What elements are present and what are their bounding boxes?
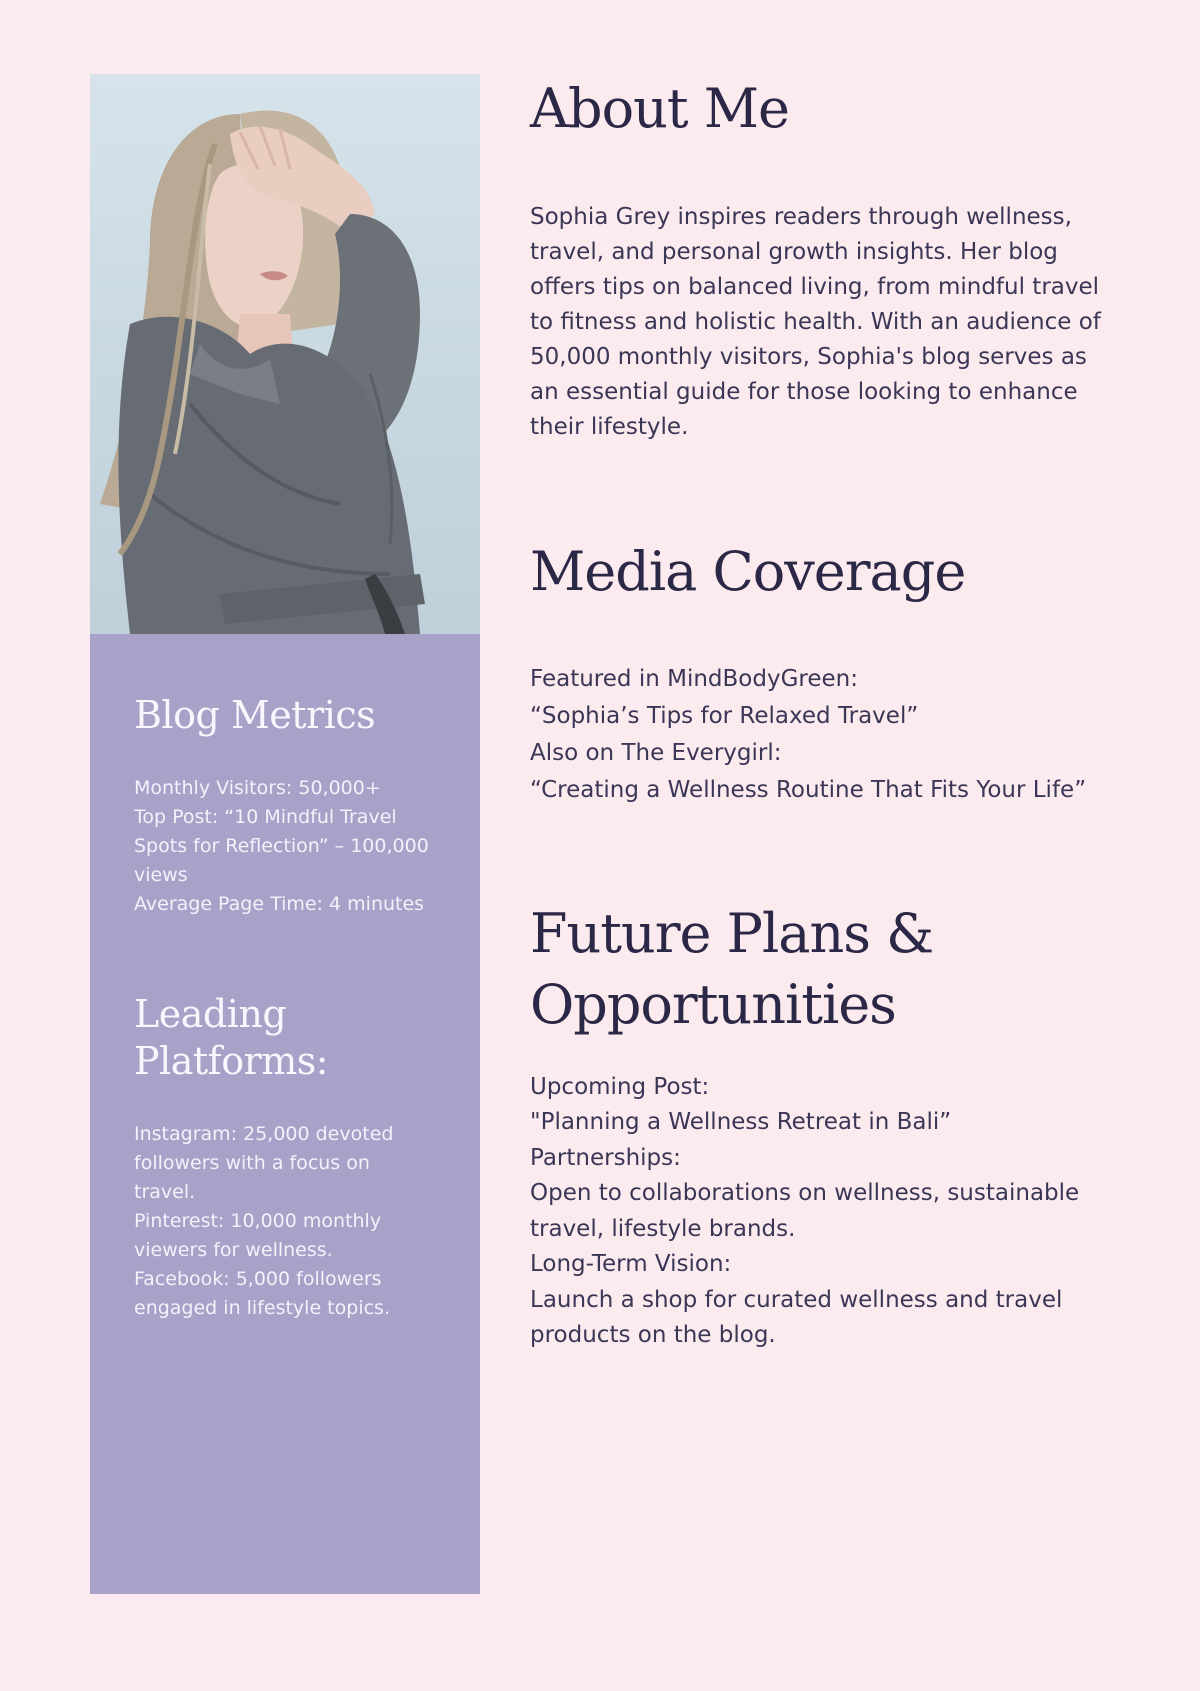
- platform-facebook: Facebook: 5,000 followers engaged in lifestyle topics.: [134, 1267, 390, 1319]
- blog-metrics-list: [134, 774, 436, 919]
- sidebar-panel: [90, 74, 480, 1594]
- metric-top-post: Top Post: “10 Mindful Travel Spots for Reflection” – 100,000 views: [134, 805, 429, 886]
- media-coverage-list: [530, 661, 1120, 809]
- future-plans-list: [530, 1070, 1120, 1354]
- media-item: “Sophia’s Tips for Relaxed Travel”: [530, 703, 919, 730]
- profile-photo: [90, 74, 480, 634]
- future-item: Long-Term Vision:: [530, 1251, 732, 1278]
- metric-monthly-visitors: Monthly Visitors: 50,000+: [134, 776, 381, 799]
- blog-metrics-heading: Blog Metrics: [134, 693, 376, 737]
- platform-pinterest: Pinterest: 10,000 monthly viewers for wellness.: [134, 1209, 382, 1261]
- media-item: “Creating a Wellness Routine That Fits Your Life”: [530, 777, 1087, 804]
- media-coverage-heading: Media Coverage: [530, 540, 966, 604]
- portrait-illustration: [90, 74, 480, 634]
- platform-instagram: Instagram: 25,000 devoted followers with a focus on travel.: [134, 1122, 394, 1203]
- future-item: Partnerships:: [530, 1144, 681, 1171]
- about-me-heading: About Me: [530, 77, 789, 140]
- leading-platforms-list: [134, 1120, 436, 1323]
- metric-average-page-time: Average Page Time: 4 minutes: [134, 892, 425, 915]
- future-plans-heading: Future Plans & Opportunities: [530, 902, 934, 1036]
- future-item: Upcoming Post:: [530, 1073, 710, 1100]
- future-item: Open to collaborations on wellness, sustainable travel, lifestyle brands.: [530, 1180, 1080, 1242]
- main-content: [530, 74, 1120, 1354]
- media-item: Featured in MindBodyGreen:: [530, 666, 858, 693]
- leading-platforms-heading: Leading Platforms:: [134, 991, 329, 1083]
- about-me-text: Sophia Grey inspires readers through wellness, travel, and personal growth insights. Her blog offers tips on balanced living, from mindful travel to fitness and holistic health. With an audience of 50,000 monthly visitors, Sophia's blog serves as an essential guide for those looking to enhance their lifestyle.: [530, 204, 1101, 441]
- future-item: "Planning a Wellness Retreat in Bali”: [530, 1109, 952, 1136]
- future-item: Launch a shop for curated wellness and travel products on the blog.: [530, 1286, 1063, 1349]
- media-item: Also on The Everygirl:: [530, 740, 782, 767]
